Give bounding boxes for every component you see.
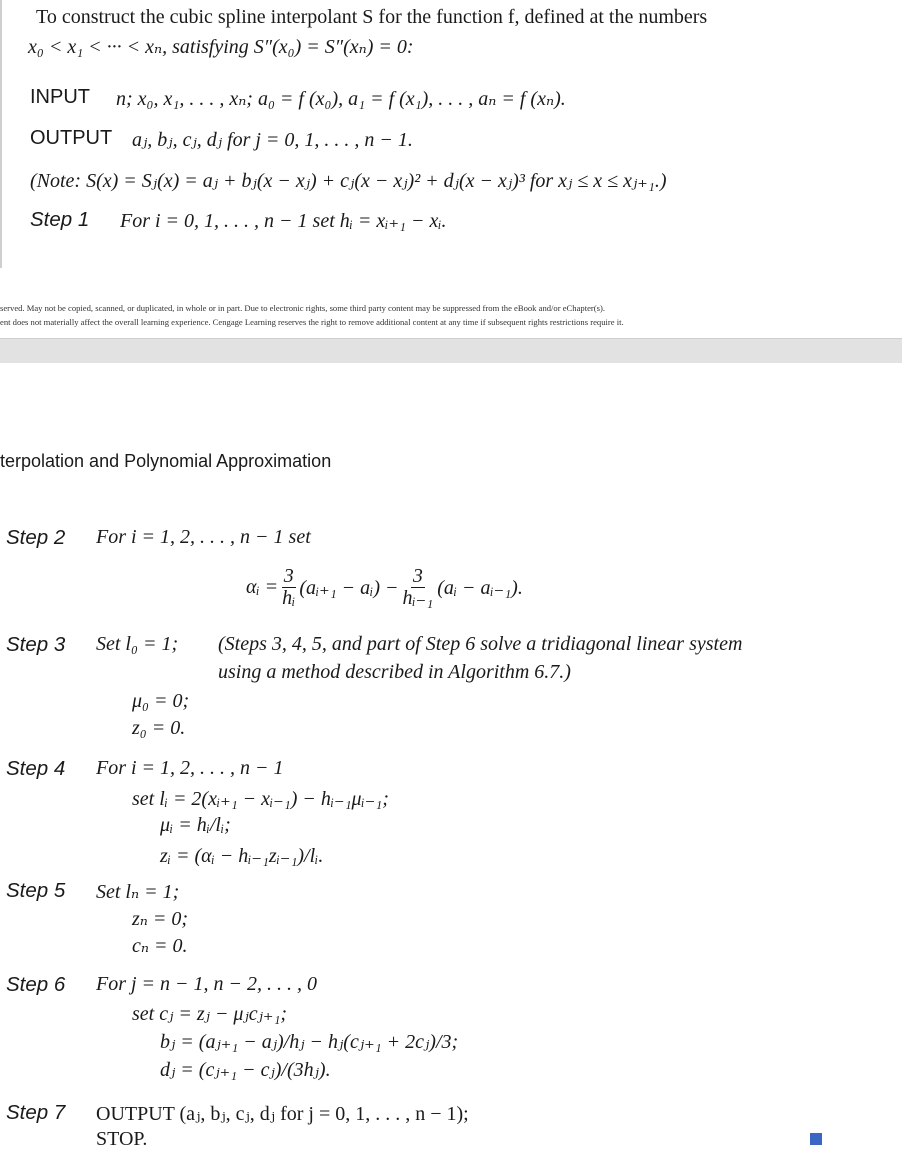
output-label: OUTPUT (30, 127, 113, 149)
step1-label: Step 1 (30, 208, 90, 231)
input-text: n; x₀, x₁, . . . , xₙ; a₀ = f (x₀), a₁ = f (x₁), . . . , aₙ = f (xₙ). (116, 88, 566, 110)
step7-label: Step 7 (6, 1101, 66, 1124)
step4-l: set lᵢ = 2(xᵢ₊₁ − xᵢ₋₁) − hᵢ₋₁μᵢ₋₁; (132, 788, 389, 810)
intro-line-2: x₀ < x₁ < ··· < xₙ, satisfying S″(x₀) = S″(xₙ) = 0: (28, 36, 414, 58)
left-margin-rule (0, 0, 2, 268)
end-of-algorithm-square-icon (810, 1133, 822, 1145)
step3-note-line-1: (Steps 3, 4, 5, and part of Step 6 solve a tridiagonal linear system (218, 633, 743, 655)
step6-d: dⱼ = (cⱼ₊₁ − cⱼ)/(3hⱼ). (160, 1059, 331, 1081)
fraction-3-over-hi (280, 566, 297, 609)
step7-text: OUTPUT (aⱼ, bⱼ, cⱼ, dⱼ for j = 0, 1, . . . , n − 1); (96, 1103, 469, 1125)
alpha-term-2: (aᵢ − aᵢ₋₁). (437, 577, 523, 599)
page-break-bar (0, 338, 902, 363)
step7-stop: STOP. (96, 1128, 148, 1150)
step3-z: z₀ = 0. (132, 717, 186, 739)
step4-label: Step 4 (6, 757, 66, 780)
frac2-numerator: 3 (412, 565, 423, 587)
frac1-denominator: hᵢ (282, 587, 296, 609)
step5-label: Step 5 (6, 879, 66, 902)
running-header: terpolation and Polynomial Approximation (0, 451, 332, 471)
input-label: INPUT (30, 86, 90, 108)
step6-c: set cⱼ = zⱼ − μⱼcⱼ₊₁; (132, 1003, 288, 1025)
step4-mu: μᵢ = hᵢ/lᵢ; (160, 814, 231, 836)
frac1-numerator: 3 (283, 565, 294, 587)
intro-line-1: To construct the cubic spline interpolant S for the function f, defined at the numbers (36, 6, 708, 28)
frac2-denominator: hᵢ₋₁ (402, 587, 434, 609)
alpha-formula (246, 566, 523, 609)
copyright-line-2: ent does not materially affect the overall learning experience. Cengage Learning reserves the right to remove additional content at any time if subsequent rights restrictions require it. (0, 317, 624, 327)
step2-text: For i = 1, 2, . . . , n − 1 set (96, 526, 311, 548)
step2-label: Step 2 (6, 526, 66, 549)
alpha-lhs: αᵢ = (246, 576, 279, 598)
step5-c: cₙ = 0. (132, 935, 188, 957)
step5-z: zₙ = 0; (132, 908, 189, 930)
step3-label: Step 3 (6, 633, 66, 656)
step6-b: bⱼ = (aⱼ₊₁ − aⱼ)/hⱼ − hⱼ(cⱼ₊₁ + 2cⱼ)/3; (160, 1031, 459, 1053)
step1-text: For i = 0, 1, . . . , n − 1 set hᵢ = xᵢ₊₁ − xᵢ. (120, 210, 447, 232)
step3-text: Set l₀ = 1; (96, 633, 179, 655)
step4-z: zᵢ = (αᵢ − hᵢ₋₁zᵢ₋₁)/lᵢ. (160, 845, 324, 867)
step4-text: For i = 1, 2, . . . , n − 1 (96, 757, 284, 779)
step5-text: Set lₙ = 1; (96, 881, 180, 903)
step6-text: For j = n − 1, n − 2, . . . , 0 (96, 973, 318, 995)
step3-mu: μ₀ = 0; (132, 690, 190, 712)
copyright-line-1: served. May not be copied, scanned, or duplicated, in whole or in part. Due to electronic rights, some third party content may be suppressed from the eBook and/or eChapter(s). (0, 303, 605, 313)
step3-note-line-2: using a method described in Algorithm 6.7.) (218, 661, 571, 683)
top-page-fragment (0, 0, 902, 268)
step6-label: Step 6 (6, 973, 66, 996)
alpha-term-1: (aᵢ₊₁ − aᵢ) − (299, 577, 399, 599)
fraction-3-over-hi-minus-1 (401, 566, 436, 609)
note-text: (Note: S(x) = Sⱼ(x) = aⱼ + bⱼ(x − xⱼ) + cⱼ(x − xⱼ)² + dⱼ(x − xⱼ)³ for xⱼ ≤ x ≤ xⱼ₊₁.) (30, 170, 667, 192)
output-text: aⱼ, bⱼ, cⱼ, dⱼ for j = 0, 1, . . . , n − 1. (132, 129, 413, 151)
